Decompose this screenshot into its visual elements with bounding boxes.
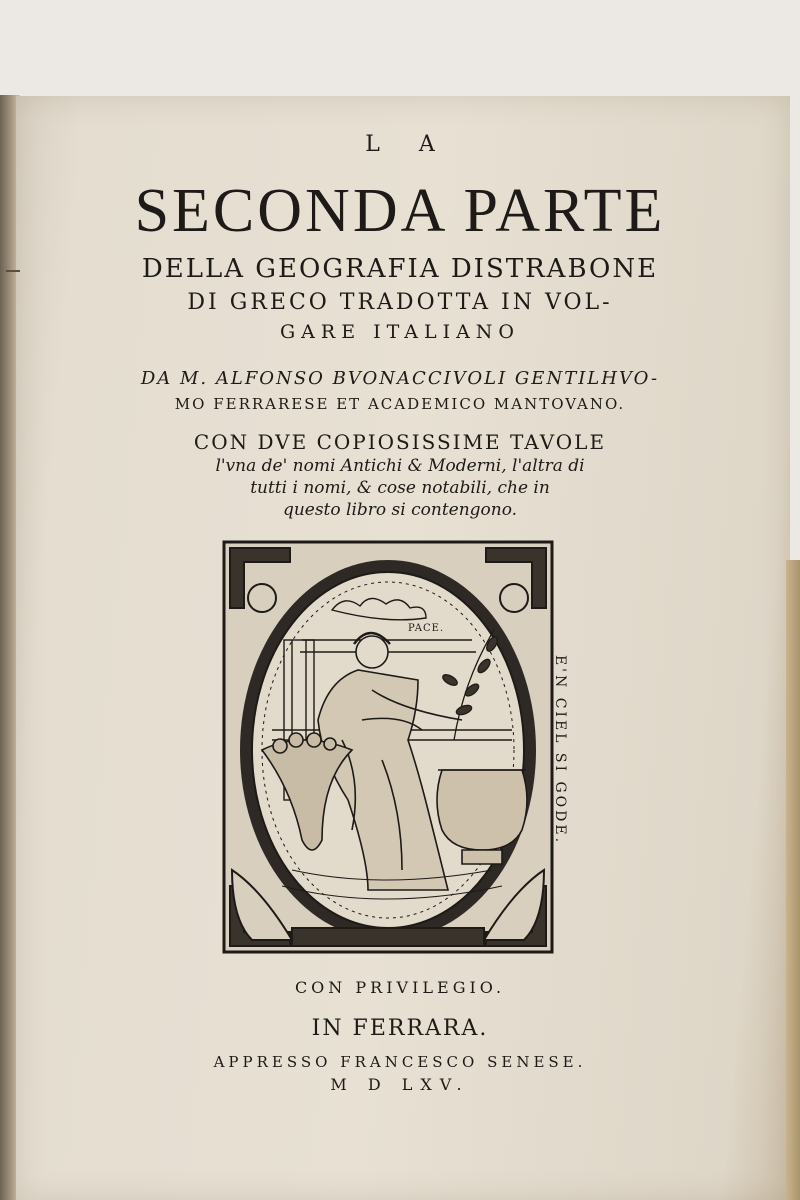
tables-line-3: tutti i nomi, & cose notabili, che in xyxy=(250,478,550,498)
tables-line-4: questo libro si contengono. xyxy=(282,500,518,520)
imprint-date: M D LXV. xyxy=(330,1075,470,1094)
subtitle-line-1: DELLA GEOGRAFIA DISTRABONE xyxy=(141,254,659,284)
author-line-2: MO FERRARESE ET ACADEMICO MANTOVANO. xyxy=(174,395,626,413)
imprint-printer: APPRESSO FRANCESCO SENESE. xyxy=(213,1053,587,1071)
privilege-line: CON PRIVILEGIO. xyxy=(294,978,506,997)
tables-line-1: CON DVE COPIOSISSIME TAVOLE xyxy=(193,430,607,454)
printer-device-woodcut xyxy=(222,540,554,954)
woodcut-label: PACE. xyxy=(408,623,445,634)
title-article: L A xyxy=(365,132,451,157)
motto-right: E'N CIEL SI GODE. xyxy=(552,654,568,846)
tables-line-2: l'vna de' nomi Antichi & Moderni, l'altra di xyxy=(215,456,585,476)
imprint-place: IN FERRARA. xyxy=(311,1016,489,1041)
main-title: SECONDA PARTE xyxy=(134,177,666,245)
subtitle-line-2: DI GRECO TRADOTTA IN VOL- xyxy=(187,290,613,315)
page-edge xyxy=(786,560,800,1200)
subtitle-line-3: GARE ITALIANO xyxy=(279,321,521,343)
author-line-1: DA M. ALFONSO BVONACCIVOLI GENTILHVO- xyxy=(140,368,660,389)
